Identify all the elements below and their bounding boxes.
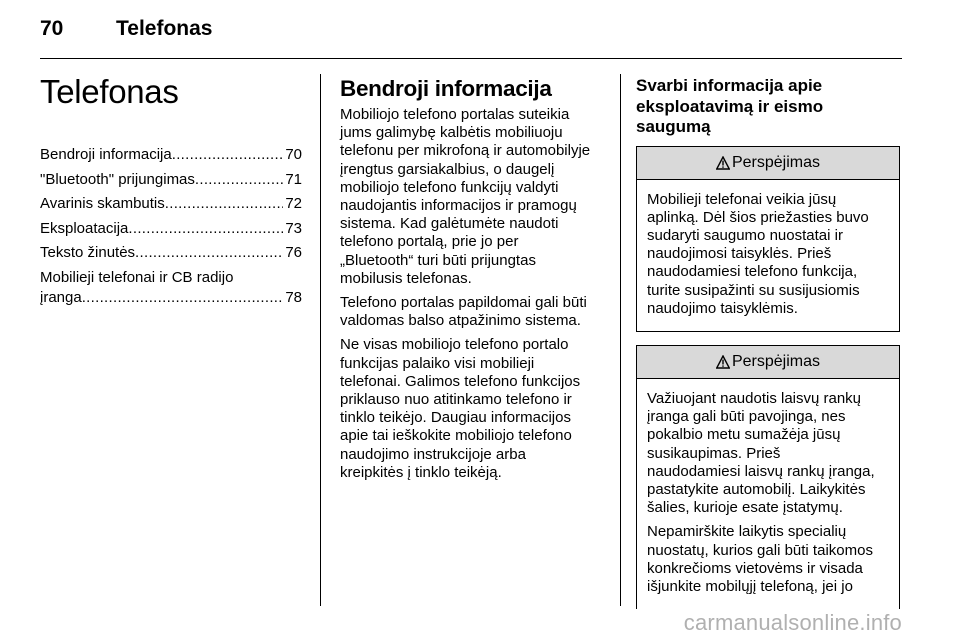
toc-entry[interactable] bbox=[40, 170, 302, 191]
toc-entry-multiline[interactable] bbox=[40, 268, 302, 309]
warning-text: Važiuojant naudotis laisvų rankų įranga gali būti pavojinga, nes pokalbio metu sumažėja jūsų susikaupimas. Prieš naudodamiesi laisvų rankų įranga, pastatykite automobilį. Laikykitės šalies, kurioje esate įstatymų. bbox=[647, 389, 875, 517]
running-header-title: Telefonas bbox=[116, 17, 213, 40]
warning-text: Nepamirškite laikytis specialių nuostatų, kurios gali būti taikomos konkrečioms vietovėms ir visada išjunkite mobilųjį telefoną, jei jo bbox=[647, 523, 873, 595]
paragraph: Telefono portalas papildomai gali būti valdomas balso atpažinimo sistema. bbox=[340, 294, 587, 330]
paragraph: Mobiliojo telefono portalas suteikia jums galimybę kalbėtis mobiliuoju telefonu per mikrofoną ir automobilyje įrengtus garsiakalbius, o daugelį mobiliojo telefono funkcijų valdyti naudojantis informacijos ir pramogų sistema. Kad galėtumėte naudoti telefono portalą, prie jo per „Bluetooth“ turi būti prijungtas mobilusis telefonas. bbox=[340, 106, 591, 287]
chapter-column bbox=[40, 72, 302, 313]
column-divider bbox=[620, 74, 621, 606]
column-divider bbox=[320, 74, 321, 606]
warning-label: Perspėjimas bbox=[731, 352, 821, 370]
toc-entry-title: Teksto žinutės bbox=[40, 244, 136, 261]
warning-icon bbox=[716, 355, 730, 369]
paragraph: Ne visas mobiliojo telefono portalo funkcijas palaiko visi mobilieji telefonai. Galimos telefono funkcijos priklauso nuo atitinkamo telefono ir tinklo teikėjo. Daugiau informacijos apie tai ieškokite mobiliojo telefono naudojimo instrukcijoje arba kreipkitės į tinklo teikėją. bbox=[340, 336, 581, 481]
toc-entry-title-line2: įranga bbox=[40, 289, 82, 306]
general-info-column bbox=[340, 76, 605, 488]
toc-entry-title: Bendroji informacija bbox=[40, 146, 172, 163]
chapter-title: Telefonas bbox=[40, 73, 179, 110]
toc-entry-page: 72 bbox=[285, 195, 302, 212]
watermark: carmanualsonline.info bbox=[683, 610, 902, 635]
toc-entry[interactable] bbox=[40, 219, 302, 240]
warning-body bbox=[637, 379, 899, 609]
subsection-heading: Svarbi informacija apie eksploatavimą ir eismo saugumą bbox=[636, 76, 824, 136]
toc-entry-title: Eksploatacija bbox=[40, 219, 129, 237]
toc-entry-title: "Bluetooth" prijungimas bbox=[40, 170, 195, 188]
toc-entry-page: 76 bbox=[285, 244, 302, 261]
toc-entry-title: Avarinis skambutis bbox=[40, 195, 165, 212]
warning-header bbox=[637, 147, 899, 180]
warning-box bbox=[636, 146, 900, 332]
running-header bbox=[40, 17, 212, 49]
toc-entry-page: 73 bbox=[285, 219, 302, 237]
warning-text: Mobilieji telefonai veikia jūsų aplinką. Dėl šios priežasties buvo sudaryti saugumo nuostatai ir naudojimosi taisyklės. Prieš naudodamiesi telefono funkcija, turite susipažinti su susijusiomis naudojimo taisyklėmis. bbox=[647, 190, 869, 317]
toc-entry[interactable] bbox=[40, 145, 302, 166]
toc-entry-page: 78 bbox=[285, 289, 302, 306]
warning-header bbox=[637, 346, 899, 379]
warning-body bbox=[637, 180, 899, 331]
toc-entry[interactable] bbox=[40, 243, 302, 264]
warning-icon bbox=[716, 156, 730, 170]
toc-entry-title-line1: Mobilieji telefonai ir CB radijo bbox=[40, 268, 234, 286]
header-divider bbox=[40, 58, 902, 59]
table-of-contents bbox=[40, 145, 302, 309]
toc-entry-page: 70 bbox=[285, 146, 302, 163]
section-heading: Bendroji informacija bbox=[340, 76, 552, 101]
page-number: 70 bbox=[40, 17, 64, 40]
toc-entry-page: 71 bbox=[285, 170, 302, 188]
warning-box bbox=[636, 345, 900, 609]
toc-entry[interactable] bbox=[40, 194, 302, 215]
warning-label: Perspėjimas bbox=[731, 153, 821, 171]
safety-column bbox=[636, 76, 900, 609]
